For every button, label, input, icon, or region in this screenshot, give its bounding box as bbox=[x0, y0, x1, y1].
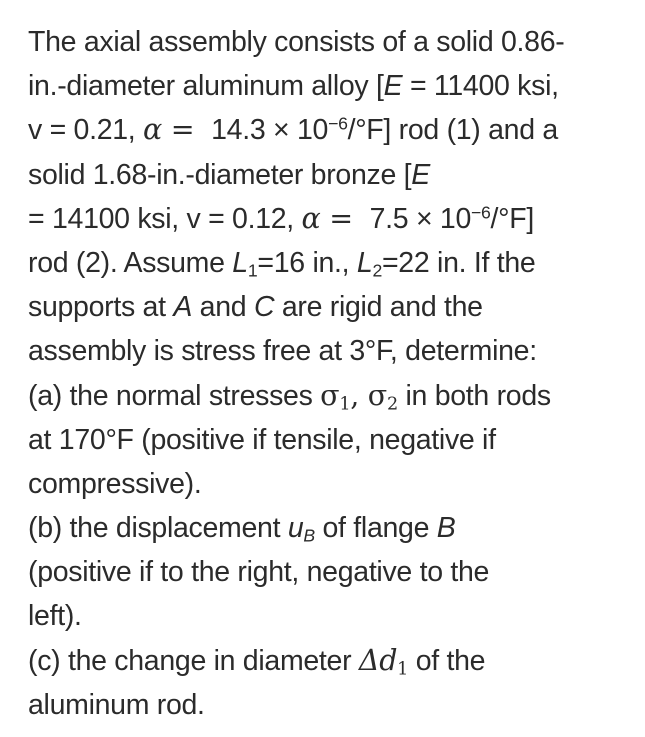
modulus-symbol: E bbox=[411, 158, 430, 191]
text-run: /°F] bbox=[490, 202, 534, 235]
text-run: of the bbox=[408, 644, 486, 677]
support-label: A bbox=[173, 291, 193, 324]
text-run: (b) the displacement bbox=[28, 512, 288, 545]
text-run: = 14100 ksi, v = 0.12, bbox=[28, 202, 302, 235]
exponent: −6 bbox=[328, 113, 348, 134]
length-symbol: L bbox=[356, 246, 373, 279]
modulus-symbol: E bbox=[383, 70, 403, 103]
text-run: in both rods bbox=[397, 379, 551, 412]
subscript: 2 bbox=[372, 260, 382, 281]
text-run: compressive). bbox=[28, 467, 202, 500]
text-run: = 11400 ksi, bbox=[402, 70, 559, 103]
text-line bbox=[28, 639, 628, 683]
subscript: B bbox=[303, 525, 315, 546]
alpha-symbol: α bbox=[301, 201, 321, 235]
text-line bbox=[28, 550, 628, 594]
text-run: =22 in. If the bbox=[381, 246, 536, 279]
exponent: −6 bbox=[471, 202, 491, 223]
text-run: in.-diameter aluminum alloy [ bbox=[28, 70, 384, 103]
text-run: =16 in., bbox=[257, 246, 357, 279]
sigma-symbol: σ bbox=[320, 378, 340, 412]
text-line bbox=[28, 374, 628, 418]
text-line bbox=[28, 64, 628, 108]
equals-sign: = bbox=[320, 201, 362, 235]
text-run: rod (2). Assume bbox=[28, 246, 233, 279]
alpha-symbol: α bbox=[143, 113, 162, 147]
text-line bbox=[28, 285, 628, 329]
text-line bbox=[28, 108, 628, 152]
displacement-symbol: u bbox=[287, 512, 304, 545]
text-run: /°F] rod (1) and a bbox=[347, 114, 558, 147]
text-run: and bbox=[192, 291, 254, 324]
text-run: The axial assembly consists of a solid 0.86- bbox=[28, 26, 565, 58]
diameter-symbol: d bbox=[379, 643, 398, 677]
length-symbol: L bbox=[232, 246, 248, 279]
text-run: 7.5 × 10 bbox=[369, 202, 472, 235]
text-line bbox=[28, 594, 628, 638]
text-run: (positive if to the right, negative to the bbox=[28, 556, 490, 589]
support-label: C bbox=[253, 291, 275, 324]
text-run: left). bbox=[28, 600, 82, 633]
delta-symbol: Δ bbox=[358, 643, 380, 677]
text-line bbox=[28, 197, 628, 241]
text-line bbox=[28, 329, 628, 373]
problem-statement bbox=[28, 20, 628, 727]
subscript: 2 bbox=[386, 393, 398, 414]
subscript: 1 bbox=[397, 659, 409, 680]
text-run: assembly is stress free at 3°F, determine: bbox=[28, 335, 537, 368]
separator: , bbox=[350, 378, 368, 412]
text-line bbox=[28, 506, 628, 550]
text-run: are rigid and the bbox=[274, 291, 483, 324]
text-line bbox=[28, 153, 628, 197]
flange-label: B bbox=[436, 512, 456, 545]
equals-sign: = bbox=[162, 113, 204, 147]
text-run: v = 0.21, bbox=[28, 114, 144, 147]
text-line bbox=[28, 418, 628, 462]
subscript: 1 bbox=[247, 260, 258, 281]
text-run: (c) the change in diameter bbox=[28, 644, 359, 677]
text-run: supports at bbox=[28, 291, 174, 324]
text-run: solid 1.68-in.-diameter bronze [ bbox=[28, 158, 412, 191]
text-line bbox=[28, 462, 628, 506]
text-line bbox=[28, 241, 628, 285]
text-run: of flange bbox=[314, 512, 437, 545]
text-line bbox=[28, 683, 628, 727]
text-run: (a) the normal stresses bbox=[28, 379, 321, 412]
text-run: at 170°F (positive if tensile, negative if bbox=[28, 423, 496, 456]
text-run: aluminum rod. bbox=[28, 688, 205, 721]
subscript: 1 bbox=[339, 393, 351, 414]
text-run: 14.3 × 10 bbox=[211, 114, 329, 147]
sigma-symbol: σ bbox=[367, 378, 387, 412]
text-line bbox=[28, 20, 628, 64]
